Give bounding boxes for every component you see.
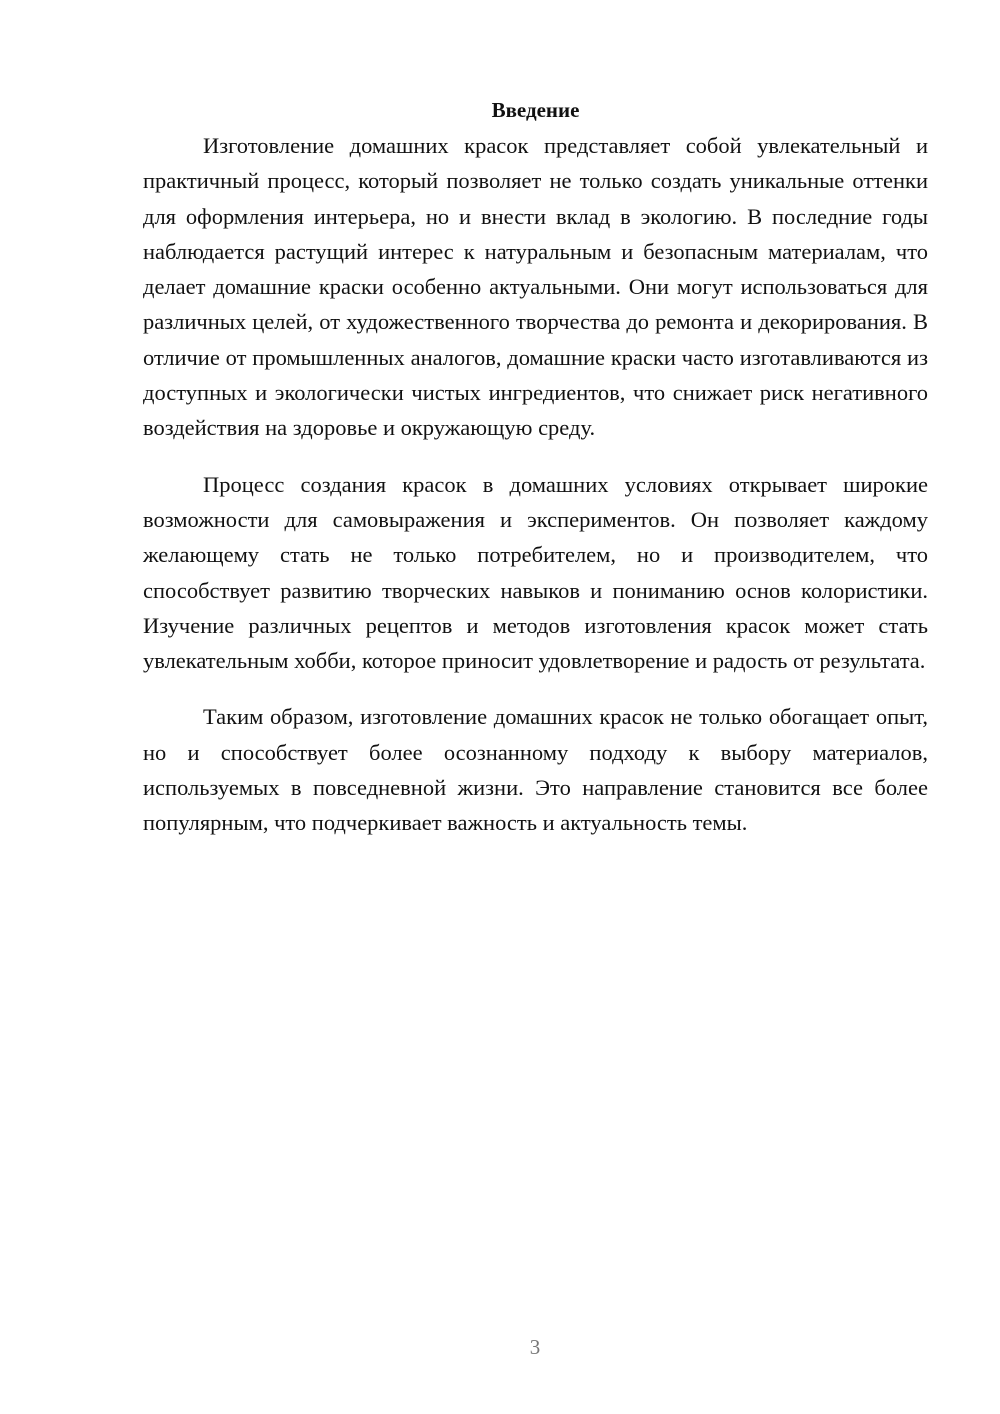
page-content (143, 93, 928, 862)
paragraph-2: Процесс создания красок в домашних условиях открывает широкие возможности для самовыражения и экспериментов. Он позволяет каждому желающему стать не только потребителем, но и производителем, что способствует развитию творческих навыков и пониманию основ колористики. Изучение различных рецептов и методов изготовления красок может стать увлекательным хобби, которое приносит удовлетворение и радость от результата. (143, 471, 928, 674)
section-heading: Введение (491, 98, 580, 122)
page-number: 3 (529, 1335, 541, 1359)
paragraph-1: Изготовление домашних красок представляет собой увлекательный и практичный процесс, который позволяет не только создать уникальные оттенки для оформления интерьера, но и внести вклад в экологию. В последние годы наблюдается растущий интерес к натуральным и безопасным материалам, что делает домашние краски особенно актуальными. Они могут использоваться для различных целей, от художественного творчества до ремонта и декорирования. В отличие от промышленных аналогов, домашние краски часто изготавливаются из доступных и экологически чистых ингредиентов, что снижает риск негативного воздействия на здоровье и окружающую среду. (143, 133, 928, 441)
paragraph-3: Таким образом, изготовление домашних красок не только обогащает опыт, но и способствует более осознанному подходу к выбору материалов, используемых в повседневной жизни. Это направление становится все более популярным, что подчеркивает важность и актуальность темы. (143, 704, 928, 836)
